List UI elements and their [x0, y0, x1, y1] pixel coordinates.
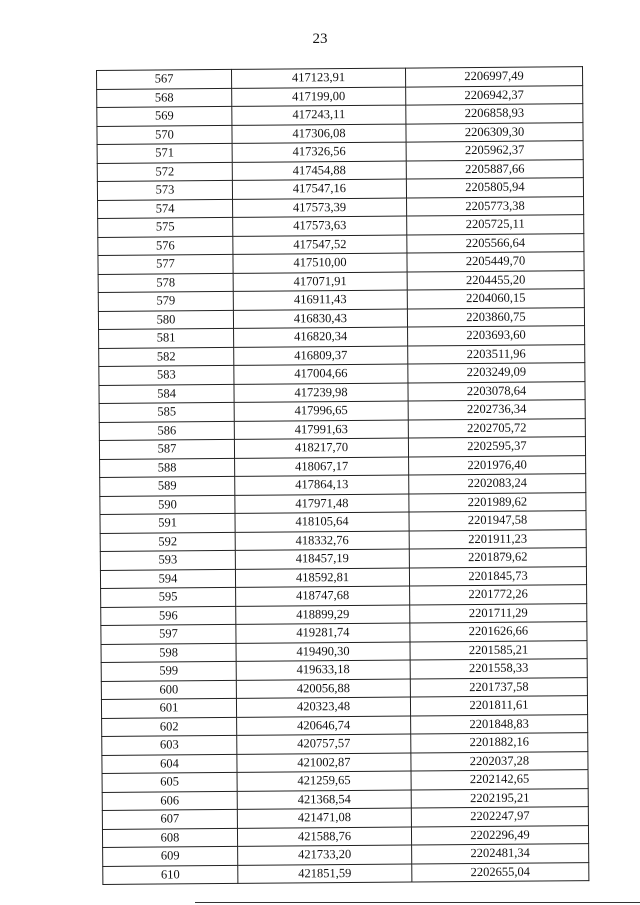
y-coordinate-cell: 2205773,38	[407, 196, 584, 216]
x-coordinate-cell: 421733,20	[238, 845, 412, 865]
x-coordinate-cell: 421002,87	[237, 753, 411, 773]
x-coordinate-cell: 417306,08	[232, 124, 406, 144]
x-coordinate-cell: 417547,52	[233, 235, 407, 255]
point-number-cell: 578	[98, 273, 233, 293]
y-coordinate-cell: 2206997,49	[405, 67, 582, 87]
y-coordinate-cell: 2202296,49	[411, 825, 588, 845]
point-number-cell: 581	[99, 328, 234, 348]
point-number-cell: 605	[102, 772, 237, 792]
point-number-cell: 594	[100, 569, 235, 589]
y-coordinate-cell: 2203693,60	[408, 326, 585, 346]
table-row	[103, 862, 589, 884]
point-number-cell: 586	[99, 421, 234, 441]
y-coordinate-cell: 2201989,62	[409, 492, 586, 512]
coordinates-table-body	[97, 67, 589, 885]
point-number-cell: 592	[100, 532, 235, 552]
y-coordinate-cell: 2201711,29	[410, 603, 587, 623]
y-coordinate-cell: 2202595,37	[408, 437, 585, 457]
y-coordinate-cell: 2202705,72	[408, 418, 585, 438]
y-coordinate-cell: 2202142,65	[411, 770, 588, 790]
y-coordinate-cell: 2201737,58	[410, 677, 587, 697]
y-coordinate-cell: 2201811,61	[410, 696, 587, 716]
x-coordinate-cell: 418747,68	[236, 586, 410, 606]
y-coordinate-cell: 2203078,64	[408, 381, 585, 401]
x-coordinate-cell: 418592,81	[235, 568, 409, 588]
x-coordinate-cell: 417199,00	[232, 87, 406, 107]
y-coordinate-cell: 2202247,97	[411, 807, 588, 827]
x-coordinate-cell: 418457,19	[235, 549, 409, 569]
x-coordinate-cell: 419490,30	[236, 642, 410, 662]
y-coordinate-cell: 2202083,24	[409, 474, 586, 494]
point-number-cell: 577	[98, 254, 233, 274]
coordinates-table	[96, 66, 589, 885]
x-coordinate-cell: 420757,57	[237, 734, 411, 754]
point-number-cell: 598	[101, 643, 236, 663]
point-number-cell: 572	[97, 162, 232, 182]
point-number-cell: 608	[102, 828, 237, 848]
y-coordinate-cell: 2205449,70	[407, 252, 584, 272]
x-coordinate-cell: 417004,66	[234, 364, 408, 384]
y-coordinate-cell: 2201947,58	[409, 511, 586, 531]
x-coordinate-cell: 417573,63	[233, 216, 407, 236]
x-coordinate-cell: 417547,16	[232, 179, 406, 199]
x-coordinate-cell: 420646,74	[237, 716, 411, 736]
x-coordinate-cell: 416820,34	[234, 327, 408, 347]
x-coordinate-cell: 417071,91	[233, 272, 407, 292]
y-coordinate-cell: 2205725,11	[407, 215, 584, 235]
point-number-cell: 599	[101, 661, 236, 681]
y-coordinate-cell: 2201626,66	[410, 622, 587, 642]
y-coordinate-cell: 2202736,34	[408, 400, 585, 420]
x-coordinate-cell: 417454,88	[232, 161, 406, 181]
point-number-cell: 584	[99, 384, 234, 404]
x-coordinate-cell: 418217,70	[234, 438, 408, 458]
point-number-cell: 587	[99, 439, 234, 459]
point-number-cell: 579	[98, 291, 233, 311]
y-coordinate-cell: 2201848,83	[411, 714, 588, 734]
x-coordinate-cell: 417123,91	[231, 68, 405, 88]
x-coordinate-cell: 421471,08	[237, 808, 411, 828]
point-number-cell: 567	[97, 69, 232, 89]
point-number-cell: 609	[103, 846, 238, 866]
point-number-cell: 604	[102, 754, 237, 774]
y-coordinate-cell: 2201879,62	[409, 548, 586, 568]
y-coordinate-cell: 2201772,26	[410, 585, 587, 605]
point-number-cell: 603	[102, 735, 237, 755]
y-coordinate-cell: 2205566,64	[407, 233, 584, 253]
point-number-cell: 583	[99, 365, 234, 385]
x-coordinate-cell: 421368,54	[237, 790, 411, 810]
point-number-cell: 588	[100, 458, 235, 478]
point-number-cell: 585	[99, 402, 234, 422]
point-number-cell: 582	[99, 347, 234, 367]
y-coordinate-cell: 2205887,66	[406, 159, 583, 179]
y-coordinate-cell: 2202655,04	[412, 862, 589, 882]
x-coordinate-cell: 417996,65	[234, 401, 408, 421]
point-number-cell: 573	[97, 180, 232, 200]
point-number-cell: 597	[101, 624, 236, 644]
y-coordinate-cell: 2202481,34	[412, 844, 589, 864]
y-coordinate-cell: 2204455,20	[407, 270, 584, 290]
x-coordinate-cell: 418105,64	[235, 512, 409, 532]
x-coordinate-cell: 417971,48	[235, 494, 409, 514]
y-coordinate-cell: 2201976,40	[409, 455, 586, 475]
x-coordinate-cell: 418067,17	[235, 457, 409, 477]
point-number-cell: 595	[101, 587, 236, 607]
y-coordinate-cell: 2205805,94	[406, 178, 583, 198]
point-number-cell: 575	[98, 217, 233, 237]
x-coordinate-cell: 417326,56	[232, 142, 406, 162]
x-coordinate-cell: 421588,76	[237, 827, 411, 847]
x-coordinate-cell: 416830,43	[233, 309, 407, 329]
x-coordinate-cell: 421259,65	[237, 771, 411, 791]
point-number-cell: 571	[97, 143, 232, 163]
x-coordinate-cell: 417510,00	[233, 253, 407, 273]
x-coordinate-cell: 417243,11	[232, 105, 406, 125]
x-coordinate-cell: 417864,13	[235, 475, 409, 495]
x-coordinate-cell: 421851,59	[238, 864, 412, 884]
x-coordinate-cell: 420323,48	[236, 697, 410, 717]
point-number-cell: 600	[101, 680, 236, 700]
x-coordinate-cell: 417573,39	[233, 198, 407, 218]
x-coordinate-cell: 416911,43	[233, 290, 407, 310]
point-number-cell: 591	[100, 513, 235, 533]
x-coordinate-cell: 417991,63	[234, 420, 408, 440]
point-number-cell: 590	[100, 495, 235, 515]
y-coordinate-cell: 2201558,33	[410, 659, 587, 679]
point-number-cell: 601	[101, 698, 236, 718]
point-number-cell: 602	[102, 717, 237, 737]
y-coordinate-cell: 2203249,09	[408, 363, 585, 383]
x-coordinate-cell: 418332,76	[235, 531, 409, 551]
point-number-cell: 610	[103, 865, 238, 885]
x-coordinate-cell: 416809,37	[234, 346, 408, 366]
point-number-cell: 606	[102, 791, 237, 811]
y-coordinate-cell: 2203860,75	[407, 307, 584, 327]
y-coordinate-cell: 2205962,37	[406, 141, 583, 161]
page-number: 23	[312, 31, 328, 47]
point-number-cell: 570	[97, 125, 232, 145]
y-coordinate-cell: 2206858,93	[406, 104, 583, 124]
point-number-cell: 574	[98, 199, 233, 219]
point-number-cell: 593	[100, 550, 235, 570]
y-coordinate-cell: 2202037,28	[411, 751, 588, 771]
y-coordinate-cell: 2201911,23	[409, 529, 586, 549]
point-number-cell: 589	[100, 476, 235, 496]
point-number-cell: 569	[97, 106, 232, 126]
y-coordinate-cell: 2201882,16	[411, 733, 588, 753]
x-coordinate-cell: 420056,88	[236, 679, 410, 699]
y-coordinate-cell: 2201585,21	[410, 640, 587, 660]
x-coordinate-cell: 419633,18	[236, 660, 410, 680]
y-coordinate-cell: 2202195,21	[411, 788, 588, 808]
point-number-cell: 580	[98, 310, 233, 330]
bottom-rule	[195, 902, 640, 903]
y-coordinate-cell: 2206309,30	[406, 122, 583, 142]
point-number-cell: 596	[101, 606, 236, 626]
x-coordinate-cell: 419281,74	[236, 623, 410, 643]
point-number-cell: 568	[97, 88, 232, 108]
y-coordinate-cell: 2206942,37	[406, 85, 583, 105]
y-coordinate-cell: 2204060,15	[407, 289, 584, 309]
y-coordinate-cell: 2201845,73	[409, 566, 586, 586]
point-number-cell: 576	[98, 236, 233, 256]
coordinates-table-container	[96, 66, 585, 885]
y-coordinate-cell: 2203511,96	[408, 344, 585, 364]
point-number-cell: 607	[102, 809, 237, 829]
x-coordinate-cell: 418899,29	[236, 605, 410, 625]
x-coordinate-cell: 417239,98	[234, 383, 408, 403]
